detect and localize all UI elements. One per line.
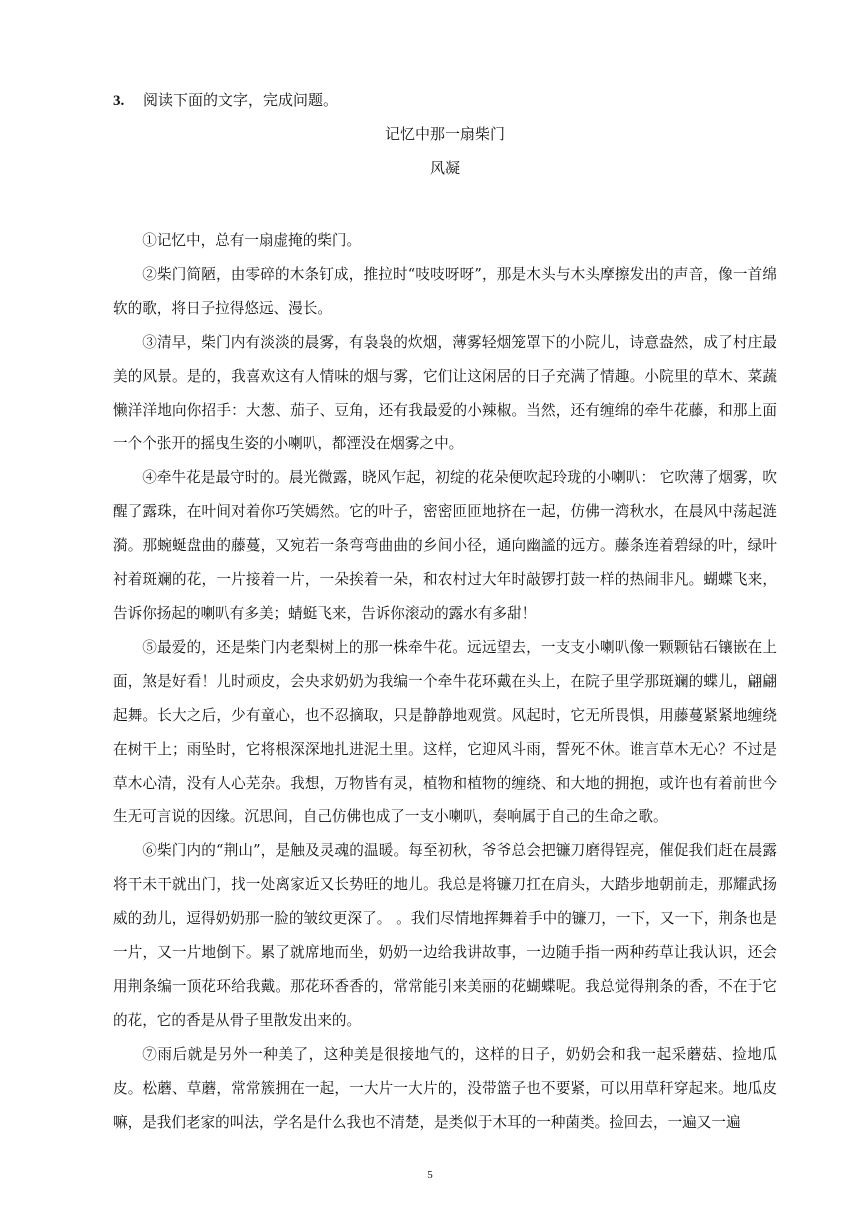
page-number: 5 xyxy=(427,1169,433,1181)
article-body xyxy=(113,224,777,1139)
question-heading xyxy=(113,90,338,111)
question-number: 3. xyxy=(113,93,125,109)
article-title: 记忆中那一扇柴门 xyxy=(384,125,505,143)
paragraph-1: ①记忆中，总有一扇虚掩的柴门。 xyxy=(142,232,362,249)
paragraph-2: ②柴门简陋，由零碎的木条钉成，推拉时“吱吱呀呀”，那是木头与木头摩擦发出的声音，像一首绵软的歌，将日子拉得悠远、漫长。 xyxy=(113,265,777,317)
article-author: 风凝 xyxy=(429,159,460,177)
question-instruction: 阅读下面的文字，完成问题。 xyxy=(143,91,339,109)
paragraph-7: ⑦雨后就是另外一种美了，这种美是很接地气的，这样的日子，奶奶会和我一起采蘑菇、捡地瓜皮。松蘑、草蘑，常常簇拥在一起，一大片一大片的，没带篮子也不要紧，可以用草秆穿起来。地瓜皮嘛，是我们老家的叫法，学名是什么我也不清楚，是类似于木耳的一种菌类。捡回去，一遍又一遍 xyxy=(113,1045,777,1131)
paragraph-5: ⑤最爱的，还是柴门内老梨树上的那一株牵牛花。远远望去，一支支小喇叭像一颗颗钻石镶嵌在上面，煞是好看！儿时顽皮，会央求奶奶为我编一个牵牛花环戴在头上，在院子里学那斑斓的蝶儿，翩翩起舞。长大之后，少有童心，也不忍摘取，只是静静地观赏。风起时，它无所畏惧，用藤蔓紧紧地缠绕在树干上；雨坠时，它将根深深地扎进泥土里。这样，它迎风斗雨，誓死不休。谁言草木无心？不过是草木心清，没有人心芜杂。我想，万物皆有灵，植物和植物的缠绕、和大地的拥抱，或许也有着前世今生无可言说的因缘。沉思间，自己仿佛也成了一支小喇叭，奏响属于自己的生命之歌。 xyxy=(113,638,777,826)
paragraph-6: ⑥柴门内的“荆山”，是触及灵魂的温暖。每至初秋，爷爷总会把镰刀磨得锃亮，催促我们赶在晨露将干未干就出门，找一处离家近又长势旺的地儿。我总是将镰刀扛在肩头，大踏步地朝前走，那耀武扬威的劲儿，逗得奶奶那一脸的皱纹更深了。 。我们尽情地挥舞着手中的镰刀，一下，又一下，荆条也是一片，又一片地倒下。累了就席地而坐，奶奶一边给我讲故事，一边随手指一两种药草让我认识，还会用荆条编一顶花环给我戴。那花环香香的，常常能引来美丽的花蝴蝶呢。我总觉得荆条的香，不在于它的花，它的香是从骨子里散发出来的。 xyxy=(113,842,777,1029)
paragraph-3: ③清早，柴门内有淡淡的晨雾，有袅袅的炊烟，薄雾轻烟笼罩下的小院儿，诗意盎然，成了村庄最美的风景。是的，我喜欢这有人情味的烟与雾，它们让这闲居的日子充满了情趣。小院里的草木、菜蔬懒洋洋地向你招手：大葱、茄子、豆角，还有我最爱的小辣椒。当然，还有缠绵的牵牛花藤，和那上面一个个张开的摇曳生姿的小喇叭，都湮没在烟雾之中。 xyxy=(113,333,777,453)
paragraph-4: ④牵牛花是最守时的。晨光微露，晓风乍起，初绽的花朵便吹起玲珑的小喇叭： 它吹薄了烟雾，吹醒了露珠，在叶间对着你巧笑嫣然。它的叶子，密密匝匝地挤在一起，仿佛一湾秋水，在晨风中荡起涟漪。那蜿蜒盘曲的藤蔓，又宛若一条弯弯曲曲的乡间小径，通向幽謐的远方。藤条连着碧绿的叶，绿叶衬着斑斓的花，一片接着一片，一朵挨着一朵，和农村过大年时敲锣打鼓一样的热闹非凡。蝴蝶飞来，告诉你扬起的喇叭有多美；蜻蜓飞来，告诉你滚动的露水有多甜！ xyxy=(113,469,777,622)
